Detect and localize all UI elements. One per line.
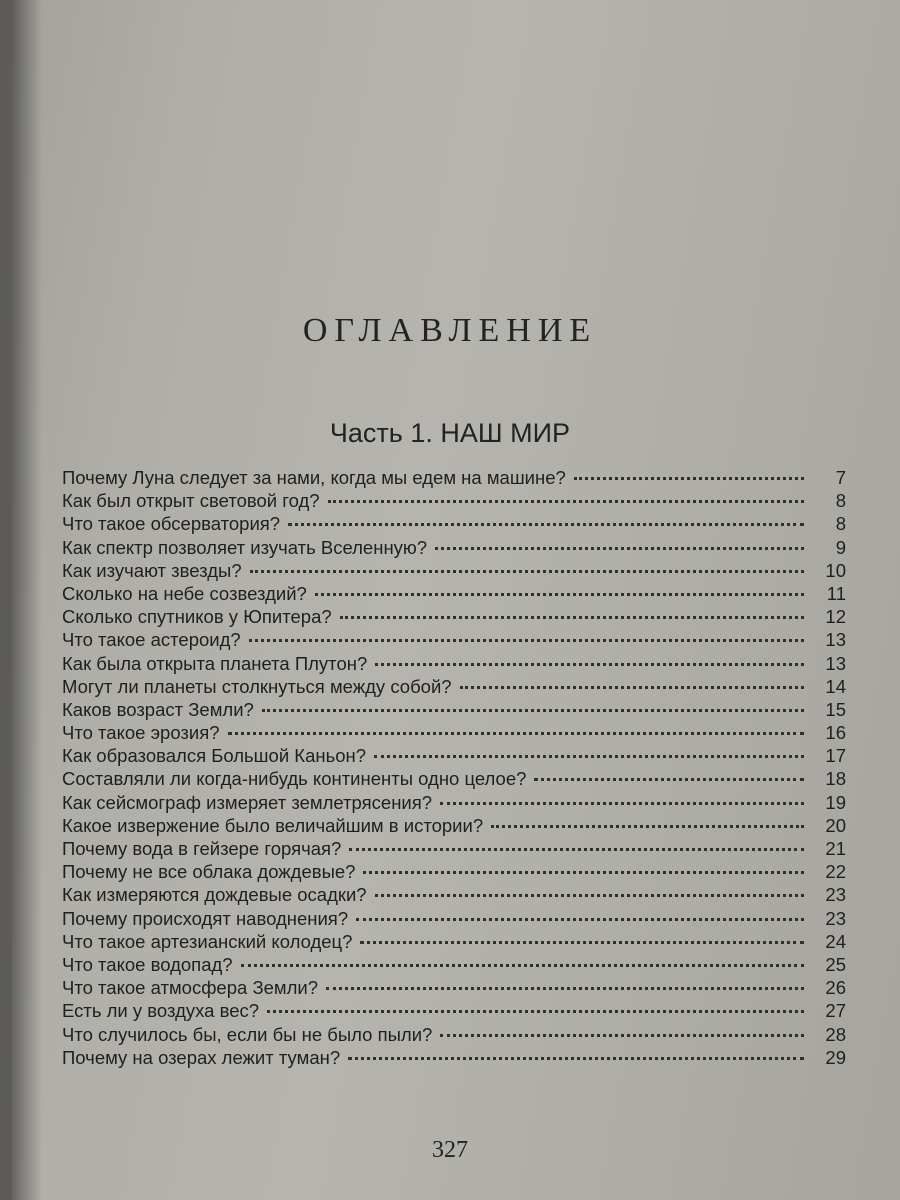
toc-entry-page: 9 [835,536,846,558]
toc-entry-page: 27 [825,1000,846,1022]
toc-entry-page: 11 [826,582,846,604]
dot-leader [288,522,804,526]
dot-leader [375,662,804,666]
page-number: 327 [432,1137,468,1163]
toc-entry-page: 20 [825,814,846,836]
toc-entry [62,628,846,651]
toc-entry-title: Как образовался Большой Каньон? [62,745,367,767]
toc-entry-page: 25 [825,953,846,975]
dot-leader [440,1033,804,1037]
dot-leader [328,499,804,503]
toc-entry-title: Есть ли у воздуха вес? [62,1000,260,1022]
toc-entry-title: Составляли ли когда-нибудь континенты одно целое? [62,768,527,790]
dot-leader [574,476,804,480]
toc-entry [62,814,846,837]
dot-leader [374,754,804,758]
toc-entry-title: Как спектр позволяет изучать Вселенную? [62,536,428,558]
dot-leader [241,963,804,967]
toc-entry-title: Что случилось бы, если бы не было пыли? [62,1023,433,1045]
toc-entry-title: Почему происходят наводнения? [62,907,349,929]
toc-entry [62,744,846,767]
toc-entry-title: Что такое атмосфера Земли? [62,977,319,999]
toc-entry-page: 8 [835,513,846,535]
dot-leader [267,1009,804,1013]
toc-entry-title: Могут ли планеты столкнуться между собой? [62,675,452,697]
toc-entry [62,930,846,953]
dot-leader [340,615,804,619]
toc-entry-page: 26 [825,977,846,999]
toc-entry-page: 12 [825,606,846,628]
toc-entry-page: 13 [825,629,846,651]
toc-entry [62,582,846,605]
toc-entry [62,1023,846,1046]
toc-entry [62,767,846,790]
toc-entry-title: Почему не все облака дождевые? [62,861,356,883]
toc-entry-page: 23 [825,884,846,906]
toc-entry [62,698,846,721]
toc-entry [62,512,846,535]
toc-entry-page: 7 [835,467,846,488]
toc-entry-page: 14 [825,675,846,697]
toc-entry [62,721,846,744]
toc-entry-page: 15 [825,698,846,720]
toc-entry-page: 19 [825,791,846,813]
dot-leader [534,777,804,781]
part-title: Часть 1. НАШ МИР [329,418,571,448]
table-of-contents [62,466,846,1069]
dot-leader [435,546,804,550]
book-page [12,0,900,1200]
toc-entry [62,837,846,860]
toc-entry [62,976,846,999]
toc-entry-title: Что такое водопад? [62,953,233,975]
toc-entry-title: Что такое обсерватория? [62,513,281,535]
toc-entry-page: 24 [825,930,846,952]
toc-entry-page: 28 [825,1023,846,1045]
page-heading: ОГЛАВЛЕНИЕ [302,312,598,349]
toc-entry [62,999,846,1022]
toc-entry [62,489,846,512]
toc-entry-page: 17 [825,745,846,767]
dot-leader [315,592,804,596]
toc-entry [62,652,846,675]
dot-leader [360,940,804,944]
toc-entry-title: Как была открыта планета Плутон? [62,652,368,674]
toc-entry-title: Почему на озерах лежит туман? [62,1046,341,1068]
toc-entry [62,791,846,814]
toc-entry-title: Что такое артезианский колодец? [62,930,353,952]
dot-leader [249,638,804,642]
toc-entry-title: Сколько спутников у Юпитера? [62,606,332,628]
toc-entry-page: 10 [825,559,846,581]
toc-entry-page: 29 [825,1046,846,1068]
dot-leader [262,708,804,712]
dot-leader [491,824,804,828]
toc-entry [62,605,846,628]
toc-entry [62,559,846,582]
dot-leader [440,801,804,805]
toc-entry-title: Почему Луна следует за нами, когда мы едем на машине? [62,467,566,488]
toc-entry-title: Как был открыт световой год? [62,490,320,512]
toc-entry [62,675,846,698]
dot-leader [460,685,804,689]
toc-entry [62,536,846,559]
spine-shadow [12,0,42,1200]
toc-entry-title: Сколько на небе созвездий? [62,582,307,604]
dot-leader [349,847,804,851]
toc-entry-page: 16 [825,722,846,744]
toc-entry-title: Что такое астероид? [62,629,241,651]
dot-leader [356,917,804,921]
dot-leader [348,1056,804,1060]
toc-entry-title: Каков возраст Земли? [62,698,254,720]
dot-leader [250,569,804,573]
toc-entry-title: Как измеряются дождевые осадки? [62,884,367,906]
toc-entry [62,953,846,976]
toc-entry-page: 22 [825,861,846,883]
dot-leader [375,893,804,897]
toc-entry-title: Как сейсмограф измеряет землетрясения? [62,791,433,813]
toc-entry-page: 23 [825,907,846,929]
toc-entry-page: 18 [825,768,846,790]
toc-entry [62,907,846,930]
toc-entry [62,883,846,906]
toc-entry-title: Что такое эрозия? [62,722,220,744]
dot-leader [228,731,804,735]
toc-entry-page: 13 [825,652,846,674]
toc-entry-title: Как изучают звезды? [62,559,242,581]
toc-entry-page: 21 [825,838,846,859]
dot-leader [326,986,804,990]
toc-entry [62,466,846,489]
dot-leader [363,870,804,874]
toc-entry-title: Какое извержение было величайшим в истории? [62,814,484,836]
toc-entry-title: Почему вода в гейзере горячая? [62,838,342,859]
toc-entry-page: 8 [835,490,846,512]
toc-entry [62,1046,846,1069]
toc-entry [62,860,846,883]
